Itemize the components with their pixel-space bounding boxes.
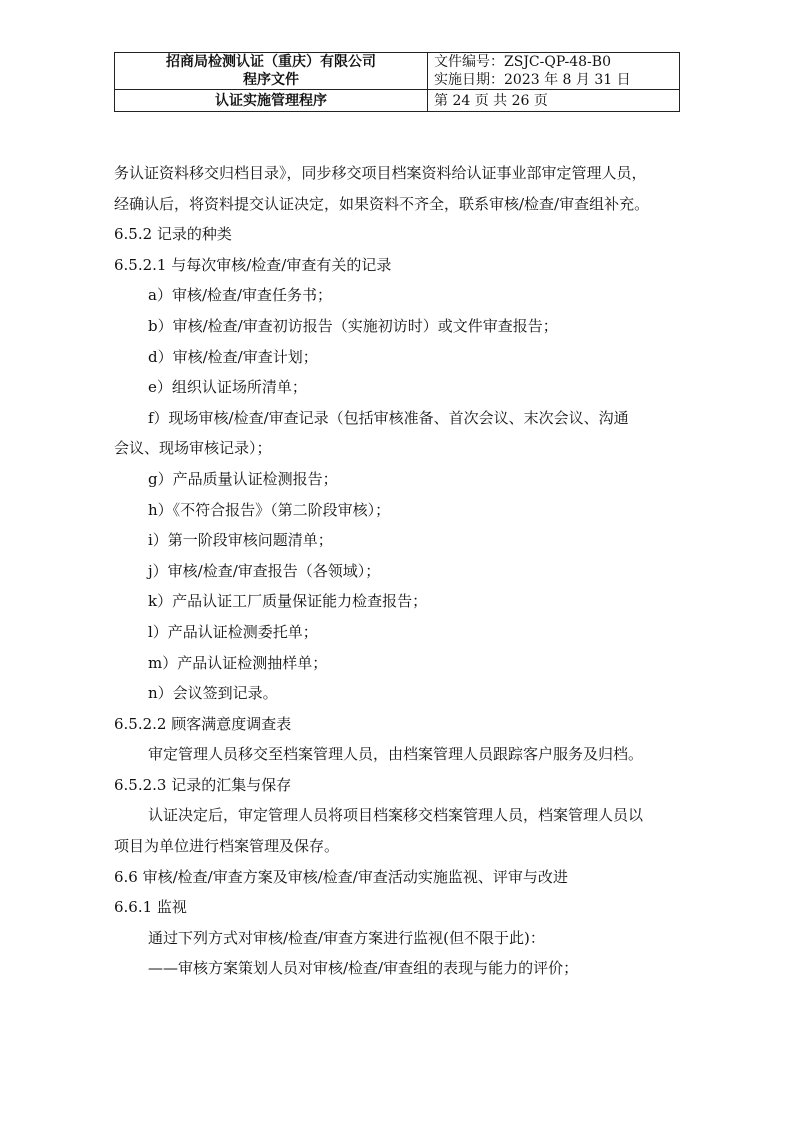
list-item: a）审核/检查/审查任务书； — [148, 286, 333, 305]
company-cell — [115, 53, 428, 90]
list-item: h）《不符合报告》（第二阶段审核）； — [148, 500, 391, 519]
procedure-title: 认证实施管理程序 — [115, 90, 428, 112]
list-item-continuation: 会议、现场审核记录）； — [114, 439, 272, 458]
page-number: 第 24 页 共 26 页 — [428, 90, 680, 112]
section-heading: 6.6.1 监视 — [114, 898, 187, 917]
body-line: 务认证资料移交归档目录》，同步移交项目档案资料给认证事业部审定管理人员， — [114, 164, 647, 182]
company-name: 招商局检测认证（重庆）有限公司 — [166, 54, 376, 70]
list-item: n）会议签到记录。 — [148, 684, 278, 703]
section-heading: 6.6 审核/检查/审查方案及审核/检查/审查活动实施监视、评审与改进 — [114, 867, 568, 886]
list-item: g）产品质量认证检测报告； — [148, 469, 338, 488]
list-item: k）产品认证工厂质量保证能力检查报告； — [148, 592, 428, 611]
list-item: i）第一阶段审核问题清单； — [148, 531, 333, 550]
doc-meta-cell — [428, 53, 680, 90]
list-item: m）产品认证检测抽样单； — [148, 653, 328, 672]
body-paragraph: 审定管理人员移交至档案管理人员，由档案管理人员跟踪客户服务及归档。 — [148, 745, 644, 764]
body-paragraph: 通过下列方式对审核/检查/审查方案进行监视(但不限于此)： — [148, 928, 545, 947]
body-line: 经确认后，将资料提交认证决定，如果资料不齐全，联系审核/检查/审查组补充。 — [114, 194, 650, 213]
section-heading: 6.5.2.3 记录的汇集与保存 — [114, 775, 292, 794]
list-item: j）审核/检查/审查报告（各领域）； — [148, 561, 381, 580]
section-heading: 6.5.2 记录的种类 — [114, 225, 232, 244]
list-item: f）现场审核/检查/审查记录（包括审核准备、首次会议、末次会议、沟通 — [148, 408, 629, 427]
list-item: l）产品认证检测委托单； — [148, 622, 318, 641]
document-header-table — [114, 52, 680, 112]
list-item: b）审核/检查/审查初访报告（实施初访时）或文件审查报告； — [148, 316, 558, 335]
effective-date: 实施日期：2023 年 8 月 31 日 — [434, 72, 631, 88]
list-item: d）审核/检查/审查计划； — [148, 347, 318, 366]
body-paragraph-continuation: 项目为单位进行档案管理及保存。 — [114, 837, 340, 856]
document-number: 文件编号：ZSJC-QP-48-B0 — [434, 54, 611, 70]
body-paragraph: ——审核方案策划人员对审核/检查/审查组的表现与能力的评价； — [148, 959, 579, 978]
body-paragraph: 认证决定后，审定管理人员将项目档案移交档案管理人员，档案管理人员以 — [148, 806, 644, 825]
list-item: e）组织认证场所清单； — [148, 378, 307, 397]
document-body — [114, 158, 684, 984]
document-type: 程序文件 — [243, 72, 299, 88]
section-heading: 6.5.2.2 顾客满意度调查表 — [114, 714, 292, 733]
section-heading: 6.5.2.1 与每次审核/检查/审查有关的记录 — [114, 255, 392, 274]
